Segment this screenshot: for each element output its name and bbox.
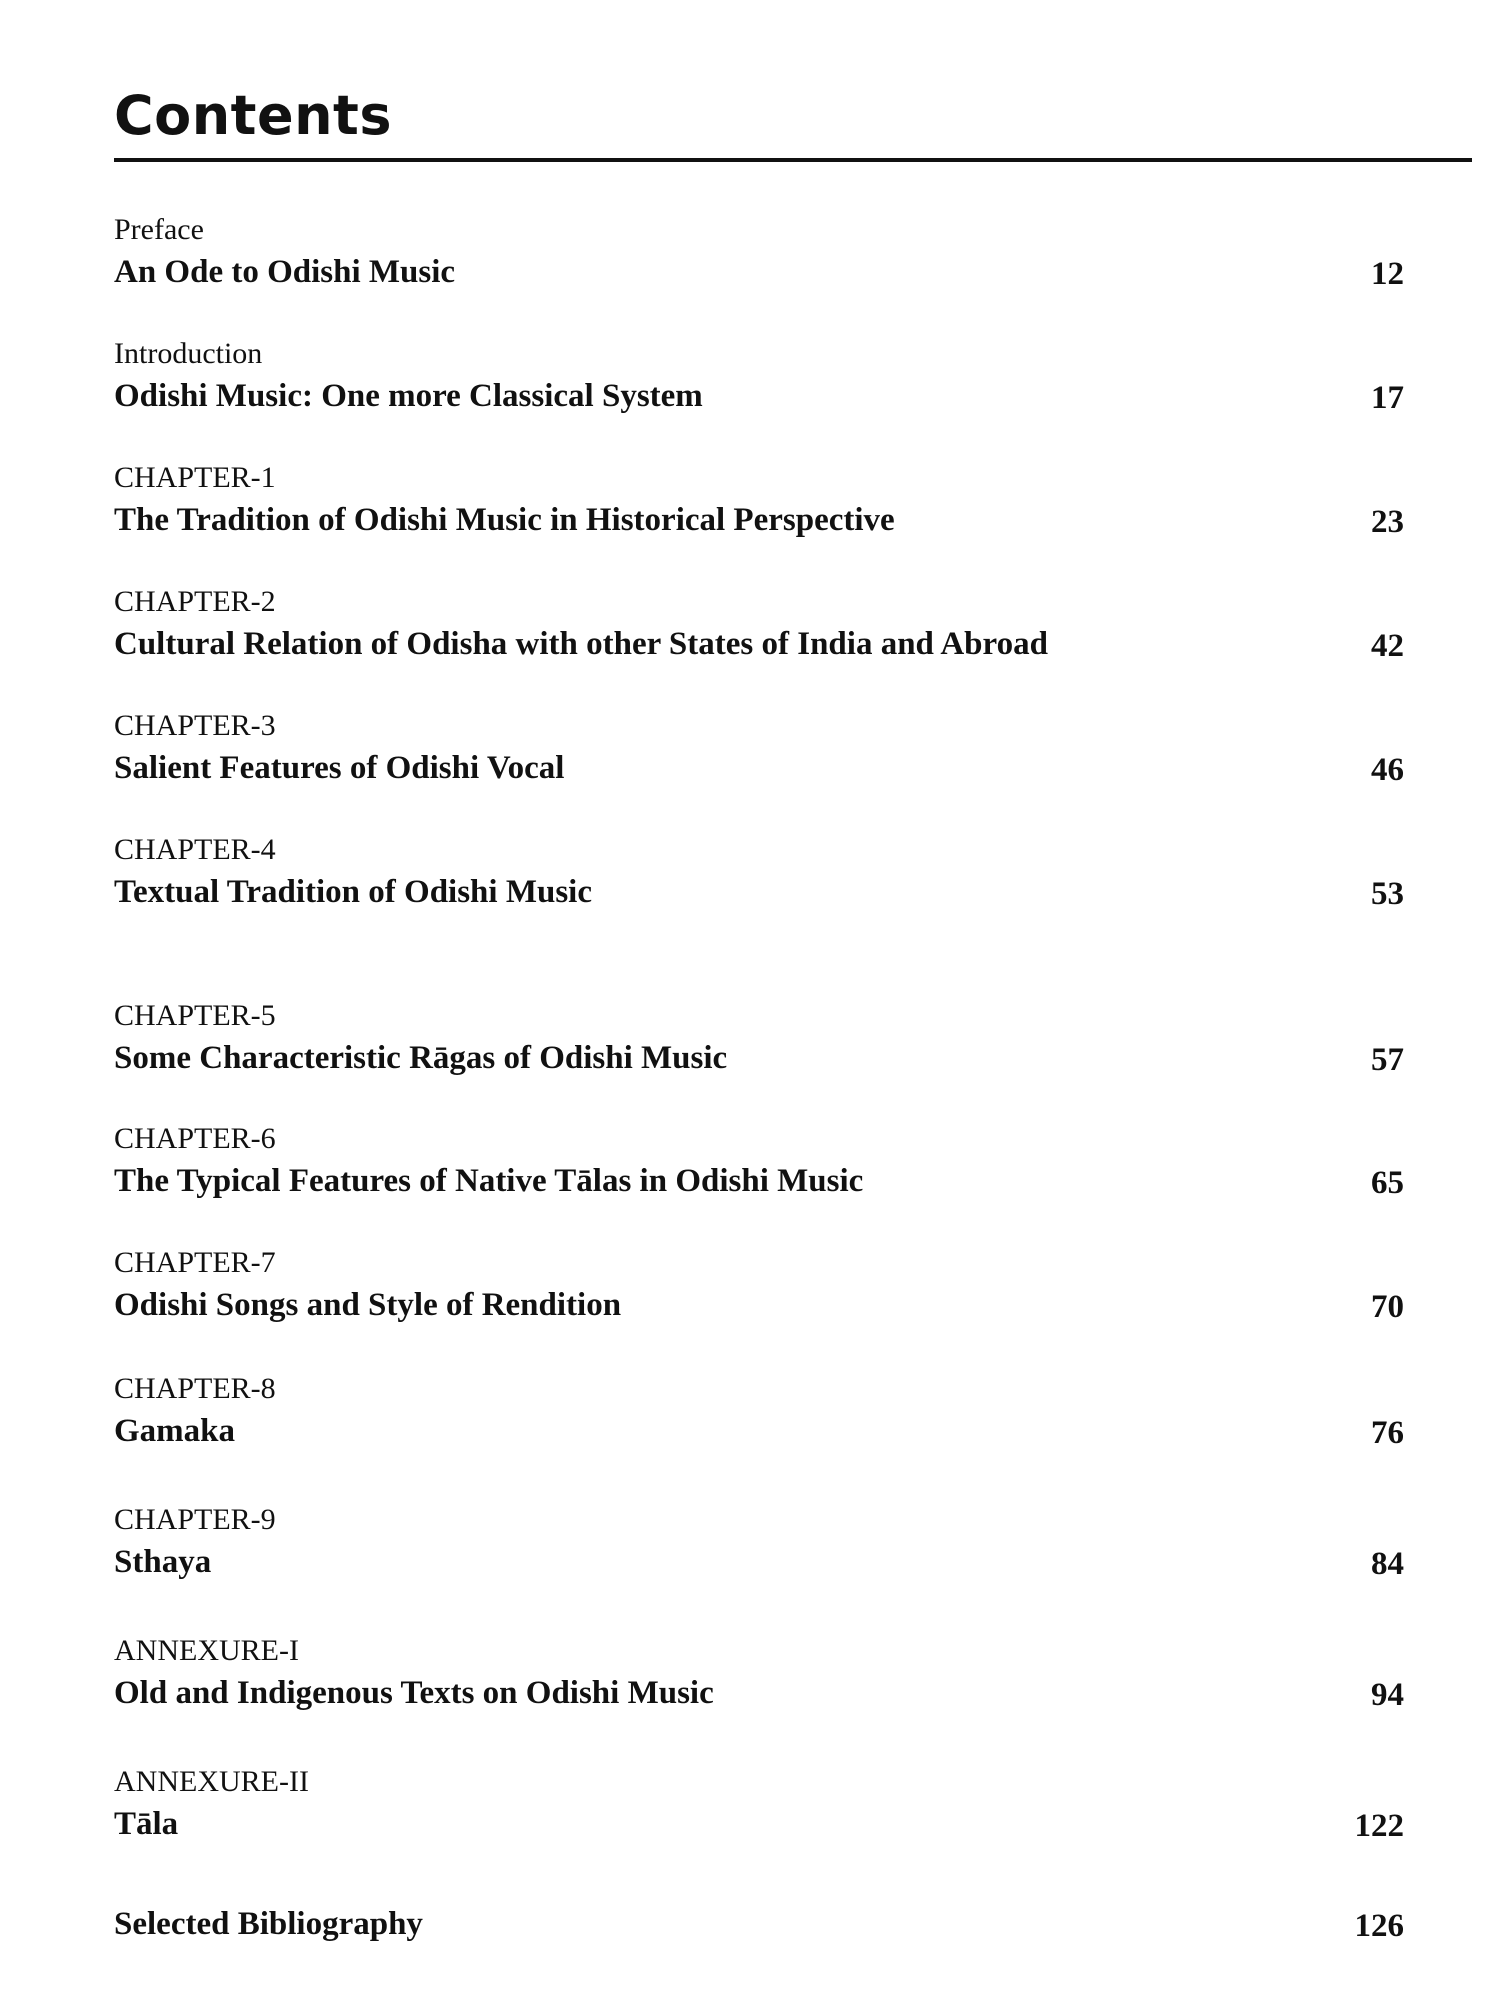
entry-label: ANNEXURE-I: [114, 1634, 299, 1667]
entry-label: Preface: [114, 213, 204, 246]
entry-page-number: 76: [1371, 1415, 1404, 1451]
entry-page-number: 23: [1371, 504, 1404, 540]
entry-label: CHAPTER-5: [114, 999, 276, 1032]
toc-entry-annexure-2[interactable]: [114, 1764, 1404, 1848]
entry-title: Textual Tradition of Odishi Music: [114, 874, 592, 910]
entry-page-number: 57: [1371, 1042, 1404, 1078]
page-title: Contents: [114, 84, 393, 147]
entry-label: Introduction: [114, 337, 263, 370]
toc-entry-chapter-9[interactable]: [114, 1502, 1404, 1586]
entry-page-number: 12: [1371, 256, 1404, 292]
entry-title: Odishi Songs and Style of Rendition: [114, 1287, 622, 1323]
entry-label: CHAPTER-4: [114, 833, 276, 866]
title-rule: [114, 158, 1472, 162]
toc-entry-chapter-2[interactable]: [114, 584, 1404, 668]
entry-page-number: 53: [1371, 876, 1404, 912]
toc-entry-introduction[interactable]: [114, 336, 1404, 420]
entry-title: Odishi Music: One more Classical System: [114, 378, 703, 414]
entry-page-number: 122: [1354, 1808, 1404, 1844]
entry-title: Sthaya: [114, 1544, 212, 1580]
entry-label: CHAPTER-1: [114, 461, 276, 494]
entry-label: CHAPTER-3: [114, 709, 276, 742]
entry-title: Old and Indigenous Texts on Odishi Music: [114, 1675, 714, 1711]
toc-entry-chapter-5[interactable]: [114, 998, 1404, 1082]
entry-page-number: 84: [1371, 1546, 1404, 1582]
entry-page-number: 65: [1371, 1165, 1404, 1201]
entry-label: CHAPTER-7: [114, 1246, 276, 1279]
entry-title: An Ode to Odishi Music: [114, 254, 456, 290]
toc-entry-annexure-1[interactable]: [114, 1633, 1404, 1717]
toc-entry-preface[interactable]: [114, 212, 1404, 296]
entry-title: Cultural Relation of Odisha with other States of India and Abroad: [114, 626, 1048, 662]
entry-page-number: 126: [1354, 1908, 1404, 1944]
entry-page-number: 70: [1371, 1289, 1404, 1325]
entry-page-number: 94: [1371, 1677, 1404, 1713]
toc-entry-chapter-1[interactable]: [114, 460, 1404, 544]
toc-entry-chapter-6[interactable]: [114, 1121, 1404, 1205]
entry-label: CHAPTER-6: [114, 1122, 276, 1155]
toc-entry-bibliography[interactable]: [114, 1904, 1404, 1988]
entry-label: CHAPTER-8: [114, 1372, 276, 1405]
toc-entry-chapter-7[interactable]: [114, 1245, 1404, 1329]
entry-title: Salient Features of Odishi Vocal: [114, 750, 565, 786]
entry-label: CHAPTER-9: [114, 1503, 276, 1536]
entry-page-number: 17: [1371, 380, 1404, 416]
entry-label: CHAPTER-2: [114, 585, 276, 618]
toc-entry-chapter-4[interactable]: [114, 832, 1404, 916]
entry-page-number: 46: [1371, 752, 1404, 788]
entry-title: Tāla: [114, 1806, 179, 1842]
entry-label: ANNEXURE-II: [114, 1765, 309, 1798]
entry-title: Selected Bibliography: [114, 1906, 423, 1942]
toc-entry-chapter-8[interactable]: [114, 1371, 1404, 1455]
entry-page-number: 42: [1371, 628, 1404, 664]
entry-title: The Typical Features of Native Tālas in Odishi Music: [114, 1163, 864, 1199]
toc-entry-chapter-3[interactable]: [114, 708, 1404, 792]
entry-title: The Tradition of Odishi Music in Historical Perspective: [114, 502, 895, 538]
entry-title: Some Characteristic Rāgas of Odishi Music: [114, 1040, 728, 1076]
entry-title: Gamaka: [114, 1413, 236, 1449]
